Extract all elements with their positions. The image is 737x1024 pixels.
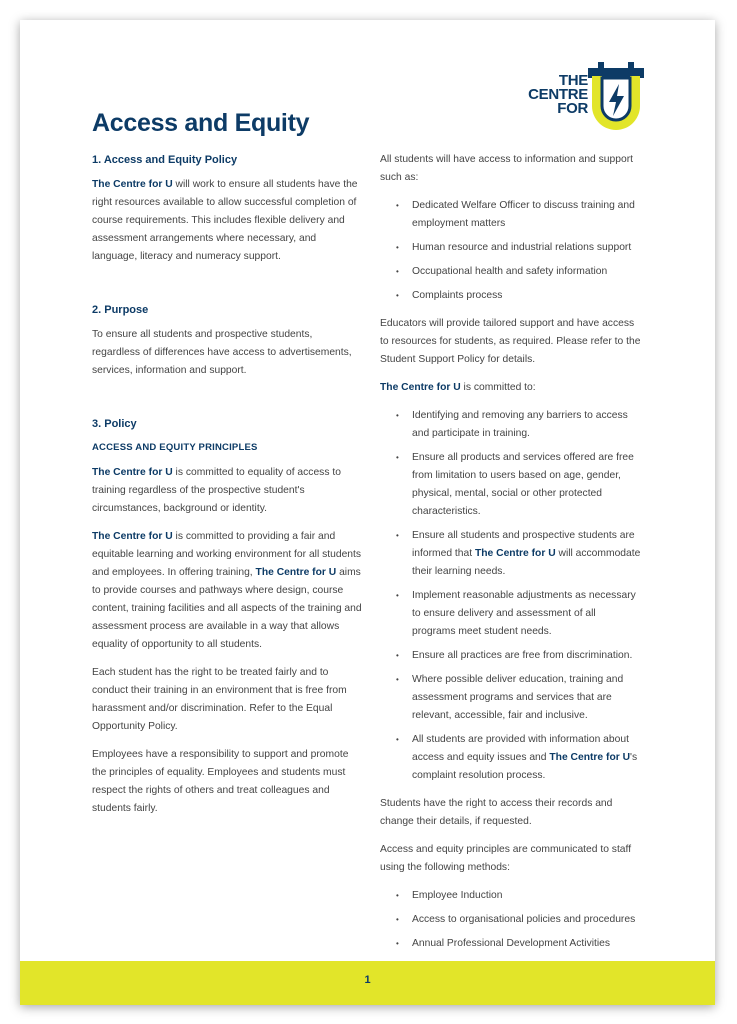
section-1-heading: 1. Access and Equity Policy [92, 154, 238, 166]
support-list [380, 197, 642, 305]
right-column [380, 151, 642, 963]
list-item: • Where possible deliver education, training and assessment programs and services that are relevant, accessible, fair and inclusive. [380, 671, 642, 725]
list-item: • Implement reasonable adjustments as necessary to ensure delivery and assessment of all programs meet student needs. [380, 587, 642, 641]
list-item: • Annual Professional Development Activities [380, 935, 642, 953]
principles-subheading: ACCESS AND EQUITY PRINCIPLES [92, 442, 258, 453]
list-item: • Ensure all practices are free from discrimination. [380, 647, 642, 665]
org-name: The Centre for U [549, 752, 631, 763]
list-item: • Access to organisational policies and procedures [380, 911, 642, 929]
paragraph-text: is committed to: [460, 382, 536, 393]
paragraph-text: aims to provide courses and pathways where design, course content, training facilities and all aspects of the training and assessment process are available in a way that allows equality of opportunity to all students. [92, 567, 362, 650]
section-3-paragraph-2 [92, 528, 362, 654]
list-text: will accommodate their learning needs. [412, 548, 641, 577]
page-number: 1 [364, 974, 371, 986]
list-text: Ensure all students and prospective students are informed that [412, 530, 635, 559]
document-page [20, 20, 715, 1005]
section-3-paragraph-3: Each student has the right to be treated fairly and to conduct their training in an environment that is free from harassment and/or discrimination. Refer to the Equal Opportunity Policy. [92, 667, 347, 732]
org-name: The Centre for U [380, 382, 461, 393]
list-item: • Employee Induction [380, 887, 642, 905]
page-footer [20, 961, 715, 1005]
list-item [380, 527, 642, 581]
org-name: The Centre for U [92, 179, 173, 190]
methods-intro: Access and equity principles are communicated to staff using the following methods: [380, 844, 632, 873]
logo-line-3: FOR [557, 100, 588, 117]
paragraph-text: is committed to equality of access to training regardless of the prospective student's circumstances, background or identity. [92, 467, 341, 514]
left-column [92, 152, 362, 828]
section-2-heading: 2. Purpose [92, 304, 149, 316]
plug-bolt-icon [588, 62, 644, 134]
section-1-paragraph [92, 176, 362, 266]
commitment-intro [380, 379, 642, 397]
org-name: The Centre for U [92, 467, 173, 478]
centre-for-u-logo [510, 62, 650, 152]
list-item [380, 731, 642, 785]
list-item: • Complaints process [380, 287, 642, 305]
methods-list [380, 887, 642, 953]
list-text: All students are provided with information about access and equity issues and [412, 734, 629, 763]
paragraph-text: will work to ensure all students have the right resources available to allow successful completion of course requirements. This includes flexible delivery and assessment arrangements where necessary, and language, literacy and numeracy support. [92, 179, 358, 262]
paragraph-text: is committed to providing a fair and equitable learning and working environment for all students and employees. In offering training, [92, 531, 362, 578]
section-3-paragraph-4: Employees have a responsibility to support and promote the principles of equality. Employees and students must respect the rights of others and treat colleagues and students fairly. [92, 749, 349, 814]
commitment-list [380, 407, 642, 785]
logo-line-1: THE [558, 72, 588, 89]
list-item: • Identifying and removing any barriers to access and participate in training. [380, 407, 642, 443]
list-item: • Ensure all products and services offered are free from limitation to users based on age, gender, physical, mental, social or other protected characteristics. [380, 449, 642, 521]
logo-wordmark [528, 74, 588, 116]
support-intro: All students will have access to information and support such as: [380, 154, 633, 183]
section-3-heading: 3. Policy [92, 418, 137, 430]
list-item: • Human resource and industrial relations support [380, 239, 642, 257]
logo-line-2: CENTRE [528, 86, 588, 103]
org-name: The Centre for U [474, 548, 556, 559]
list-item: • Occupational health and safety information [380, 263, 642, 281]
list-item: • Dedicated Welfare Officer to discuss training and employment matters [380, 197, 642, 233]
records-paragraph: Students have the right to access their records and change their details, if requested. [380, 798, 613, 827]
section-2-paragraph: To ensure all students and prospective students, regardless of differences have access to advertisements, services, information and support. [92, 329, 352, 376]
list-text: 's complaint resolution process. [412, 752, 638, 781]
section-3-paragraph-1 [92, 464, 362, 518]
org-name: The Centre for U [92, 531, 173, 542]
educators-paragraph: Educators will provide tailored support and have access to resources for students, as required. Please refer to the Student Support Policy for details. [380, 318, 641, 365]
org-name: The Centre for U [255, 567, 337, 578]
page-title: Access and Equity [92, 109, 310, 137]
